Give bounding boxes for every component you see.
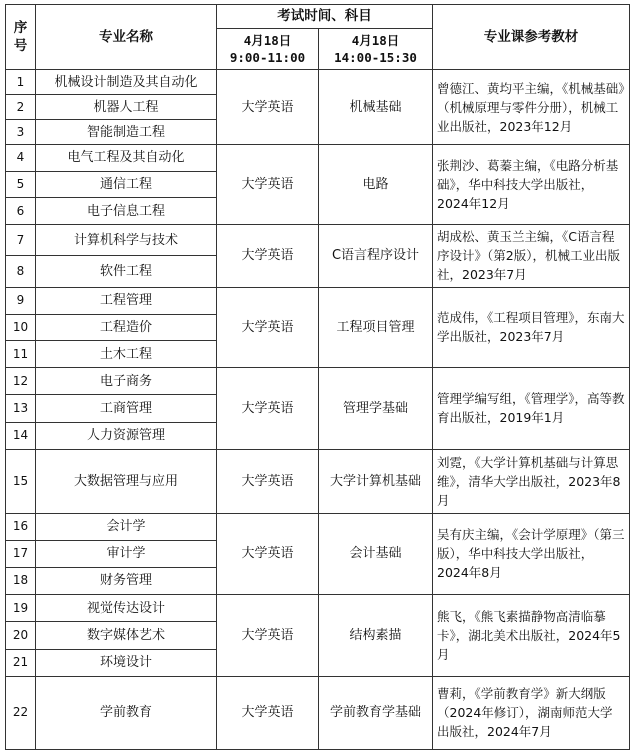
major-name: 数字媒体艺术: [36, 622, 217, 649]
row-number: 4: [6, 145, 36, 172]
row-number: 18: [6, 567, 36, 594]
major-name: 机器人工程: [36, 95, 217, 120]
header-session-2: [319, 29, 433, 70]
table-row: [6, 145, 630, 172]
header-textbook: 专业课参考教材: [433, 5, 630, 70]
major-name: 工商管理: [36, 395, 217, 422]
major-name: 软件工程: [36, 256, 217, 288]
row-number: 14: [6, 422, 36, 449]
exam-subject-1: 大学英语: [217, 676, 319, 749]
reference-textbook: 曾德江、黄均平主编，《机械基础》（机械原理与零件分册），机械工业出版社，2023年12月: [433, 70, 630, 145]
exam-subject-1: 大学英语: [217, 594, 319, 676]
reference-textbook: 管理学编写组，《管理学》，高等教育出版社，2019年1月: [433, 367, 630, 449]
exam-subject-2: 管理学基础: [319, 367, 433, 449]
major-name: 电子信息工程: [36, 198, 217, 225]
major-name: 电子商务: [36, 367, 217, 394]
row-number: 17: [6, 540, 36, 567]
row-number: 7: [6, 224, 36, 256]
major-name: 审计学: [36, 540, 217, 567]
table-row: [6, 224, 630, 256]
table-row: [6, 594, 630, 621]
row-number: 1: [6, 70, 36, 95]
row-number: 6: [6, 198, 36, 225]
exam-subject-2: 结构素描: [319, 594, 433, 676]
row-number: 22: [6, 676, 36, 749]
major-name: 学前教育: [36, 676, 217, 749]
major-name: 环境设计: [36, 649, 217, 676]
row-number: 10: [6, 314, 36, 341]
row-number: 13: [6, 395, 36, 422]
header-major: 专业名称: [36, 5, 217, 70]
session-1-date: 4月18日: [243, 33, 292, 48]
row-number: 16: [6, 513, 36, 540]
row-number: 15: [6, 449, 36, 513]
table-row: [6, 449, 630, 513]
exam-subject-2: 大学计算机基础: [319, 449, 433, 513]
exam-subject-1: 大学英语: [217, 449, 319, 513]
exam-subject-1: 大学英语: [217, 513, 319, 594]
row-number: 2: [6, 95, 36, 120]
major-name: 人力资源管理: [36, 422, 217, 449]
exam-schedule-table: [5, 4, 630, 750]
major-name: 智能制造工程: [36, 120, 217, 145]
major-name: 电气工程及其自动化: [36, 145, 217, 172]
exam-subject-1: 大学英语: [217, 224, 319, 287]
table-row: [6, 367, 630, 394]
row-number: 19: [6, 594, 36, 621]
major-name: 财务管理: [36, 567, 217, 594]
table-row: [6, 513, 630, 540]
exam-subject-2: 工程项目管理: [319, 287, 433, 367]
row-number: 11: [6, 341, 36, 368]
table-body: [6, 70, 630, 750]
reference-textbook: 熊飞，《熊飞素描静物高清临摹卡》，湖北美术出版社，2024年5月: [433, 594, 630, 676]
major-name: 机械设计制造及其自动化: [36, 70, 217, 95]
table-row: [6, 287, 630, 314]
major-name: 大数据管理与应用: [36, 449, 217, 513]
table-row: [6, 676, 630, 749]
row-number: 21: [6, 649, 36, 676]
major-name: 计算机科学与技术: [36, 224, 217, 256]
header-session-1: [217, 29, 319, 70]
header-exam-group: 考试时间、科目: [217, 5, 433, 29]
session-2-date: 4月18日: [351, 33, 400, 48]
reference-textbook: 刘霓，《大学计算机基础与计算思维》，清华大学出版社，2023年8月: [433, 449, 630, 513]
reference-textbook: 吴有庆主编，《会计学原理》（第三版），华中科技大学出版社，2024年8月: [433, 513, 630, 594]
reference-textbook: 范成伟，《工程项目管理》，东南大学出版社，2023年7月: [433, 287, 630, 367]
session-1-time: 9:00-11:00: [229, 50, 306, 65]
exam-subject-1: 大学英语: [217, 70, 319, 145]
row-number: 20: [6, 622, 36, 649]
session-2-time: 14:00-15:30: [334, 50, 417, 65]
exam-subject-2: 学前教育学基础: [319, 676, 433, 749]
major-name: 工程造价: [36, 314, 217, 341]
major-name: 通信工程: [36, 171, 217, 198]
major-name: 会计学: [36, 513, 217, 540]
exam-subject-1: 大学英语: [217, 367, 319, 449]
exam-subject-1: 大学英语: [217, 287, 319, 367]
row-number: 5: [6, 171, 36, 198]
table-row: [6, 70, 630, 95]
reference-textbook: 张荆沙、葛蓁主编，《电路分析基础》，华中科技大学出版社，2024年12月: [433, 145, 630, 225]
reference-textbook: 胡成松、黄玉兰主编，《C语言程序设计》（第2版），机械工业出版社，2023年7月: [433, 224, 630, 287]
header-seq: 序号: [6, 5, 36, 70]
row-number: 8: [6, 256, 36, 288]
exam-subject-2: 机械基础: [319, 70, 433, 145]
row-number: 12: [6, 367, 36, 394]
major-name: 土木工程: [36, 341, 217, 368]
row-number: 9: [6, 287, 36, 314]
exam-subject-2: 电路: [319, 145, 433, 225]
row-number: 3: [6, 120, 36, 145]
major-name: 工程管理: [36, 287, 217, 314]
exam-subject-2: 会计基础: [319, 513, 433, 594]
exam-subject-1: 大学英语: [217, 145, 319, 225]
reference-textbook: 曹莉，《学前教育学》新大纲版（2024年修订），湖南师范大学出版社，2024年7月: [433, 676, 630, 749]
exam-subject-2: C语言程序设计: [319, 224, 433, 287]
major-name: 视觉传达设计: [36, 594, 217, 621]
